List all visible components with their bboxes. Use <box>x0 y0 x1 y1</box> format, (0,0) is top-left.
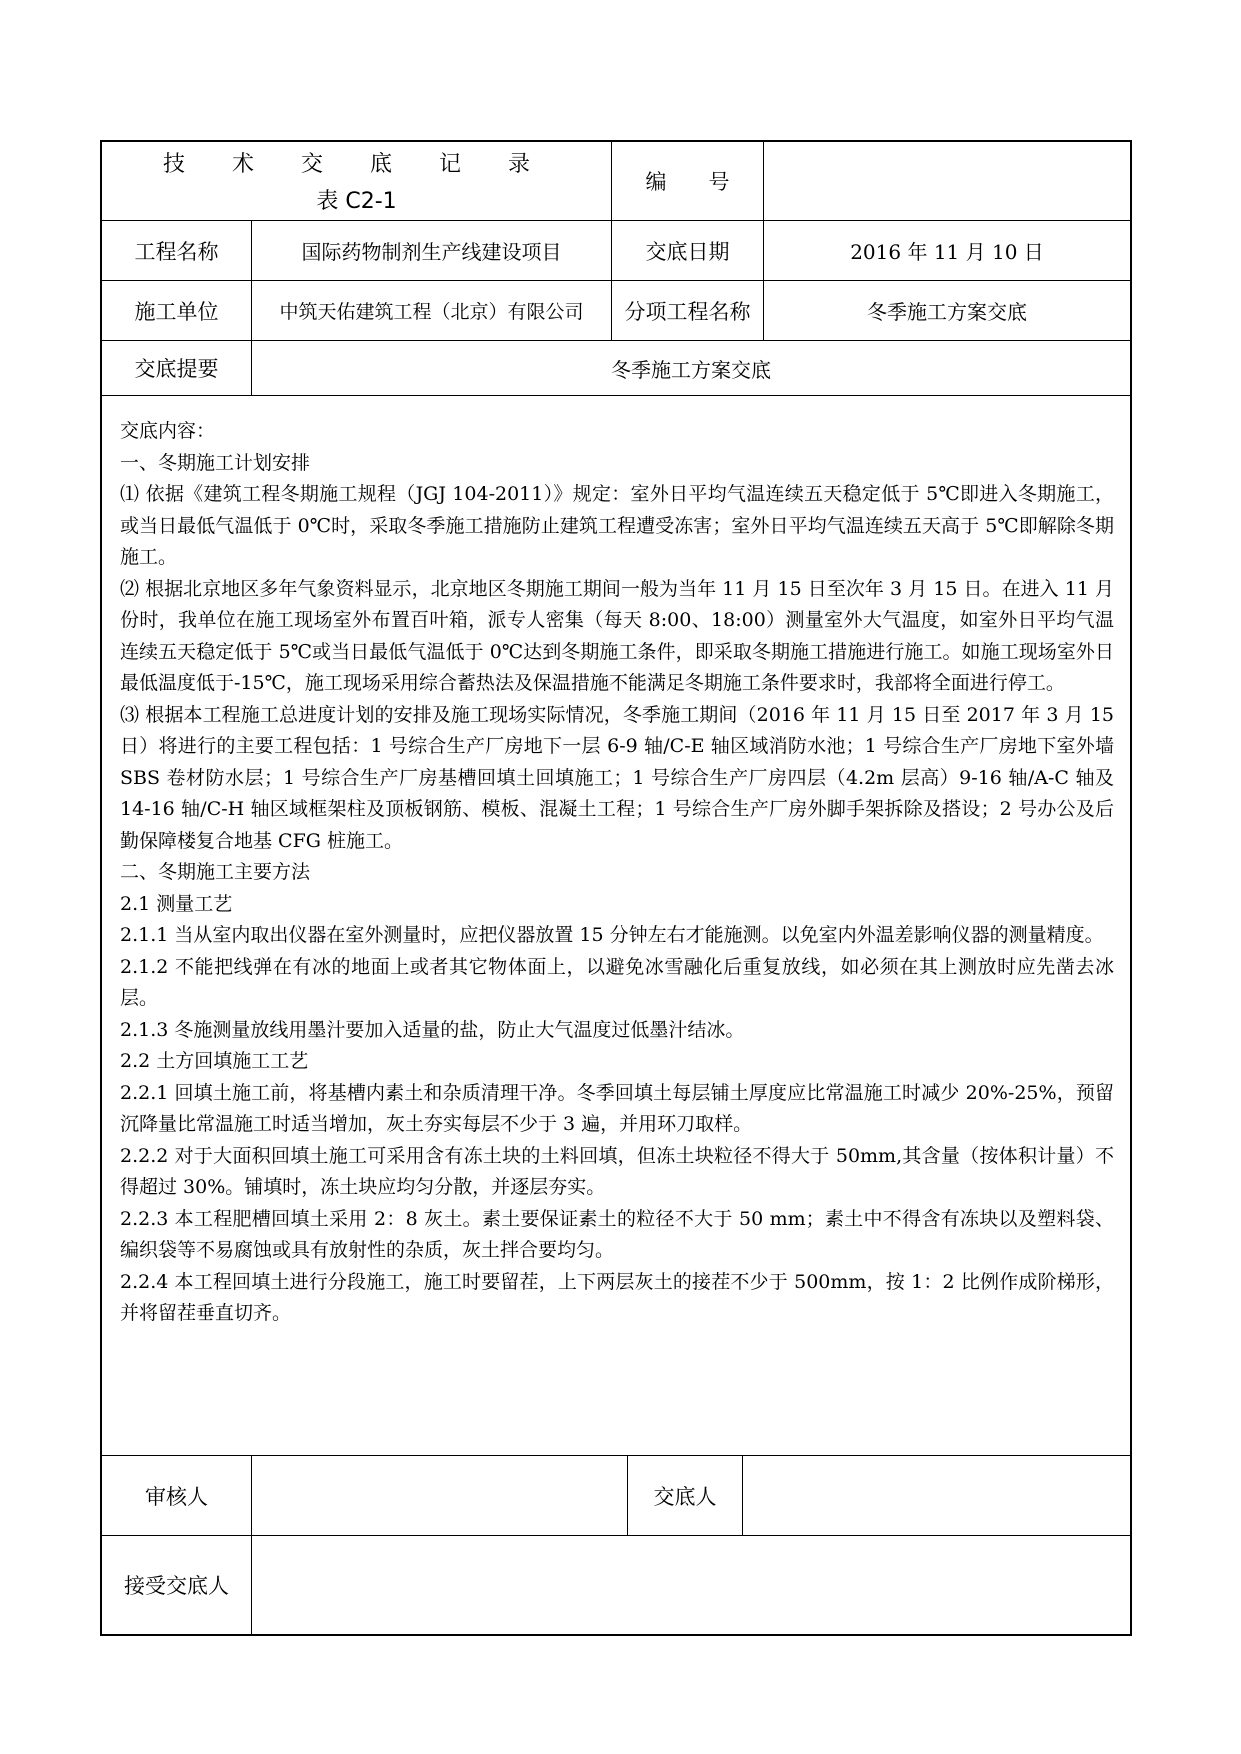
content-paragraph: 2.1.2 不能把线弹在有冰的地面上或者其它物体面上，以避免冰雪融化后重复放线，如必须在其上测放时应先凿去冰层。 <box>120 955 1114 1009</box>
content-paragraph: ⑵ 根据北京地区多年气象资料显示，北京地区冬期施工期间一般为当年 11 月 15 日至次年 3 月 15 日。在进入 11 月份时，我单位在施工现场室外布置百叶箱，派专人密集（每天 8:00、18:00）测量室外大气温度，如室外日平均气温连续五天稳定低于 5℃或当日最低气温低于 0℃达到冬期施工条件，即采取冬期施工措施进行施工。如施工现场室外日最低温度低于-15℃，施工现场采用综合蓄热法及保温措施不能满足冬期施工条件要求时，我部将全面进行停工。 <box>120 577 1114 694</box>
content-paragraph: 2.1.3 冬施测量放线用墨汁要加入适量的盐，防止大气温度过低墨汁结冰。 <box>120 1018 745 1041</box>
content-paragraph: 二、冬期施工主要方法 <box>120 861 311 883</box>
receiver-value[interactable] <box>252 1536 1130 1634</box>
reviewer-label: 审核人 <box>102 1456 252 1535</box>
content-paragraph: ⑶ 根据本工程施工总进度计划的安排及施工现场实际情况，冬季施工期间（2016 年 11 月 15 日至 2017 年 3 月 15 日）将进行的主要工程包括：1 号综合生产厂房地下一层 6-9 轴/C-E 轴区域消防水池；1 号综合生产厂房地下室外墙 SBS 卷材防水层；1 号综合生产厂房基槽回填土回填施工；1 号综合生产厂房四层（4.2m 层高）9-16 轴/A-C 轴及 14-16 轴/C-H 轴区域框架柱及顶板钢筋、模板、混凝土工程；1 号综合生产厂房外脚手架拆除及搭设；2 号办公及后勤保障楼复合地基 CFG 桩施工。 <box>120 703 1114 852</box>
content-paragraph: 2.2.4 本工程回填土进行分段施工，施工时要留茬，上下两层灰土的接茬不少于 500mm，按 1：2 比例作成阶梯形，并将留茬垂直切齐。 <box>120 1270 1114 1324</box>
reviewer-value[interactable] <box>252 1456 628 1535</box>
project-value[interactable]: 国际药物制剂生产线建设项目 <box>252 221 612 280</box>
discloser-label: 交底人 <box>628 1456 743 1535</box>
code-value[interactable] <box>764 142 1130 220</box>
disclosure-content <box>102 396 1130 1456</box>
subitem-label: 分项工程名称 <box>612 281 764 340</box>
subitem-value[interactable]: 冬季施工方案交底 <box>867 300 1027 324</box>
receiver-row <box>102 1536 1130 1634</box>
summary-value[interactable]: 冬季施工方案交底 <box>611 357 771 382</box>
content-paragraph: 一、冬期施工计划安排 <box>120 451 311 474</box>
form-title-cell <box>102 142 612 220</box>
form-title: 技 术 交 底 记 录 <box>163 152 550 177</box>
discloser-value[interactable] <box>743 1456 1130 1535</box>
code-label: 编 号 <box>612 142 764 220</box>
project-row <box>102 221 1130 281</box>
title-row <box>102 142 1130 221</box>
unit-label: 施工单位 <box>102 281 252 340</box>
date-label: 交底日期 <box>612 221 764 280</box>
content-paragraph: 2.2.3 本工程肥槽回填土采用 2：8 灰土。素土要保证素土的粒径不大于 50 mm；素土中不得含有冻块以及塑料袋、编织袋等不易腐蚀或具有放射性的杂质，灰土拌合要均匀。 <box>120 1207 1114 1261</box>
reviewer-row <box>102 1456 1130 1536</box>
summary-label: 交底提要 <box>102 341 252 395</box>
date-value[interactable]: 2016 年 11 月 10 日 <box>850 240 1044 264</box>
content-paragraph: 2.2.2 对于大面积回填土施工可采用含有冻土块的土料回填，但冻土块粒径不得大于 50mm,其含量（按体积计量）不得超过 30%。铺填时，冻土块应均匀分散，并逐层夯实。 <box>120 1144 1114 1198</box>
content-paragraph: 2.1.1 当从室内取出仪器在室外测量时，应把仪器放置 15 分钟左右才能施测。以免室内外温差影响仪器的测量精度。 <box>120 924 1104 946</box>
content-paragraph: 交底内容： <box>120 420 216 442</box>
unit-value[interactable]: 中筑天佑建筑工程（北京）有限公司 <box>252 281 612 340</box>
unit-row <box>102 281 1130 341</box>
content-paragraph: 2.2.1 回填土施工前，将基槽内素土和杂质清理干净。冬季回填土每层铺土厚度应比常温施工时减少 20%-25%，预留沉降量比常温施工时适当增加，灰土夯实每层不少于 3 遍，并用环刀取样。 <box>120 1081 1114 1135</box>
content-paragraph: 2.1 测量工艺 <box>120 892 233 915</box>
project-label: 工程名称 <box>102 221 252 280</box>
content-paragraph: ⑴ 依据《建筑工程冬期施工规程（JGJ 104-2011）》规定：室外日平均气温连续五天稳定低于 5℃即进入冬期施工，或当日最低气温低于 0℃时，采取冬季施工措施防止建筑工程遭受冻害；室外日平均气温连续五天高于 5℃即解除冬期施工。 <box>120 483 1114 568</box>
disclosure-form <box>100 140 1132 1636</box>
receiver-label: 接受交底人 <box>102 1536 252 1634</box>
content-paragraph: 2.2 土方回填施工工艺 <box>120 1050 309 1072</box>
summary-row <box>102 341 1130 396</box>
form-number: 表 C2-1 <box>316 189 397 214</box>
